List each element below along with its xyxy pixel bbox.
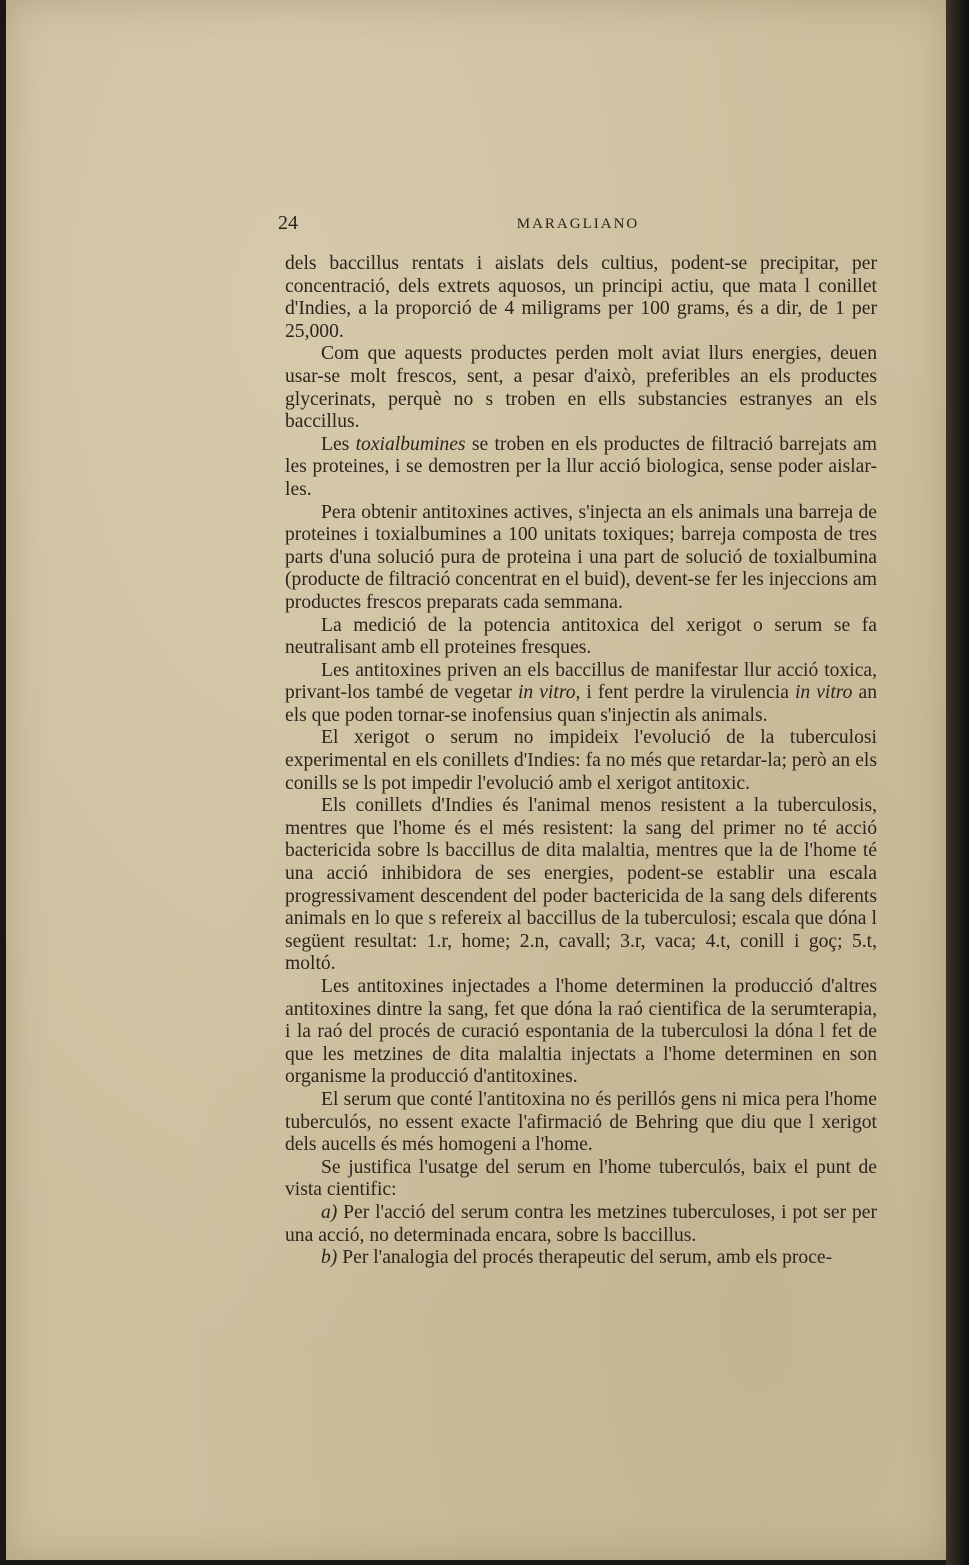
body-text: [285, 253, 877, 1270]
paragraph: Les antitoxines priven an els baccillus de manifestar llur acció toxica, privant-los també de vegetar in vitro, i fent perdre la virulencia in vitro an els que poden tornar-se inofensius quan s'injectin als animals.: [285, 659, 877, 726]
list-item-a: a) Per l'acció del serum contra les metzines tuberculoses, i pot ser per una acció, no determinada encara, sobre ls baccillus.: [285, 1201, 877, 1246]
italic-term: toxialbumines: [355, 433, 466, 455]
book-page: [6, 0, 946, 1560]
paragraph: Pera obtenir antitoxines actives, s'injecta an els animals una barreja de proteines i toxialbumines a 100 unitats toxiques; barreja composta de tres parts d'una solució pura de proteina i una part de solució de toxialbumina (producte de filtració concentrat en el buid), devent-se fer les injeccions am productes frescos preparats cada semmana.: [285, 501, 877, 613]
book-spine-shadow: [946, 0, 969, 1565]
paragraph: dels baccillus rentats i aislats dels cultius, podent-se precipitar, per concentració, dels extrets aquosos, un principi actiu, que mata l conillet d'Indies, a la proporció de 4 miligrams per 100 grams, és a dir, de 1 per 25,000.: [285, 253, 877, 342]
list-item-b: b) Per l'analogia del procés therapeutic del serum, amb els proce-: [321, 1247, 833, 1269]
page-header: [278, 212, 878, 238]
paragraph: Les antitoxines injectades a l'home determinen la producció d'altres antitoxines dintre la sang, fet que dóna la raó cientifica de la serumterapia, i la raó del procés de curació espontania de la tuberculosi la dóna l fet de que les metzines de dita malaltia injectats a l'home determinen en son organisme la producció d'antitoxines.: [285, 976, 877, 1088]
italic-term: in vitro: [794, 682, 853, 704]
paragraph: El xerigot o serum no impideix l'evolució de la tuberculosi experimental en els conillets d'Indies: fa no més que retardar-la; però an els conills se ls pot impedir l'evolució amb el xerigot antitoxic.: [285, 727, 877, 794]
running-head: MARAGLIANO: [516, 216, 640, 232]
page-number: 24: [278, 212, 298, 234]
paragraph: El serum que conté l'antitoxina no és perillós gens ni mica pera l'home tuberculós, no essent exacte l'afirmació de Behring que diu que l xerigot dels aucells és més homogeni a l'home.: [285, 1088, 877, 1156]
paragraph: Les toxialbumines se troben en els productes de filtració barrejats am les proteines, i se demostren per la llur acció biologica, sense poder aislar-les.: [285, 433, 877, 500]
paragraph: Els conillets d'Indies és l'animal menos resistent a la tuberculosis, mentres que l'home és el més resistent: la sang del primer no té acció bactericida sobre ls baccillus de dita malaltia, mentres que la de l'home té una acció inhibidora de ses energies, podent-se establir una escala progressivament descendent del poder bactericida de la sang dels diferents animals en lo que s refereix al baccillus de la tuberculosi; escala que dóna l següent resultat: 1.r, home; 2.n, cavall; 3.r, vaca; 4.t, conill i goç; 5.t, moltó.: [285, 795, 877, 975]
paragraph: Se justifica l'usatge del serum en l'home tuberculós, baix el punt de vista cientific:: [285, 1156, 877, 1201]
item-marker: b): [321, 1247, 338, 1269]
italic-term: in vitro,: [517, 682, 581, 704]
paragraph: Com que aquests productes perden molt aviat llurs energies, deuen usar-se molt frescos, sent, a pesar d'això, preferibles an els productes glycerinats, perquè no s troben en ells substancies estranyes an els baccillus.: [285, 343, 877, 433]
paragraph: La medició de la potencia antitoxica del xerigot o serum se fa neutralisant amb ell proteines fresques.: [285, 614, 877, 659]
item-marker: a): [321, 1201, 338, 1223]
